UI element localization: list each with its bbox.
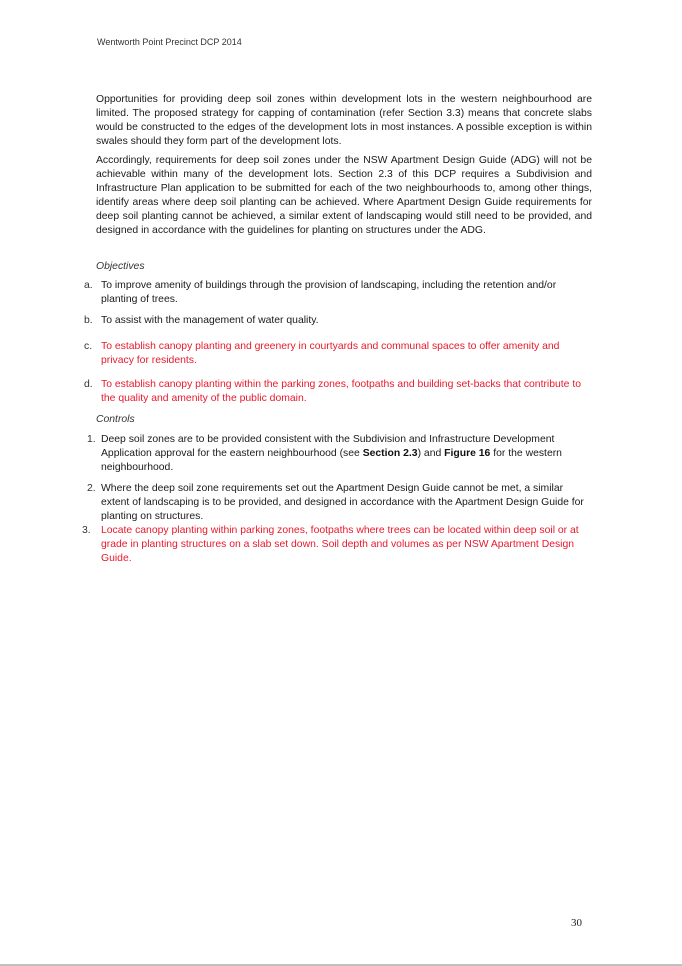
intro-paragraph-1: Opportunities for providing deep soil zones within development lots in the western neighbourhood are limited. The proposed strategy for capping of contamination (refer Section 3.3) means that concrete slabs would be constructed to the edges of the development lots in most instances. A possible exception is within swales should they form part of the development lots. <box>96 94 592 147</box>
figure-reference: Figure 16 <box>444 448 491 459</box>
control-text-highlighted: Locate canopy planting within parking zones, footpaths where trees can be located within deep soil or at grade in planting structures on a slab set down. Soil depth and volumes as per NSW Apartment Design Guide. <box>101 525 579 564</box>
control-text-part: ) and <box>417 448 445 459</box>
document-header: Wentworth Point Precinct DCP 2014 <box>97 37 242 47</box>
control-text: Where the deep soil zone requirements set out the Apartment Design Guide cannot be met, a similar extent of landscaping is to be provided, and designed in accordance with the Apartment Design Guide for planting on structures. <box>101 483 584 522</box>
control-text <box>101 434 562 473</box>
list-marker: 2. <box>87 483 96 494</box>
page-number: 30 <box>571 917 582 929</box>
section-reference: Section 2.3 <box>362 448 418 459</box>
list-marker: c. <box>84 341 93 352</box>
control-item-3 <box>79 524 592 566</box>
objective-text-highlighted: To establish canopy planting and greenery in courtyards and communal spaces to offer amenity and privacy for residents. <box>101 341 560 366</box>
intro-paragraph-2: Accordingly, requirements for deep soil zones under the NSW Apartment Design Guide (ADG) will not be achievable within many of the development lots. Section 2.3 of this DCP requires a Subdivision and Infrastructure Plan application to be submitted for each of the two neighbourhoods to, among other things, identify areas where deep soil planting can be achieved. Where Apartment Design Guide requirements for deep soil planting cannot be achieved, a similar extent of landscaping would still need to be provided, and designed in accordance with the guidelines for planting on structures under the ADG. <box>96 155 592 236</box>
objective-text-highlighted: To establish canopy planting within the parking zones, footpaths and building set-backs that contribute to the quality and amenity of the public domain. <box>101 379 582 404</box>
list-marker: 1. <box>87 434 96 445</box>
list-marker: 3. <box>82 525 91 536</box>
objective-item-d <box>84 378 592 406</box>
list-marker: b. <box>84 315 93 326</box>
objective-text: To improve amenity of buildings through the provision of landscaping, including the retention and/or planting of trees. <box>101 280 557 305</box>
control-item-2 <box>84 482 592 524</box>
control-item-1 <box>84 433 592 475</box>
objectives-heading: Objectives <box>96 261 145 272</box>
controls-heading: Controls <box>96 414 135 425</box>
control-text-part: for the western neighbourhood. <box>101 448 562 473</box>
objective-item-c <box>84 340 592 368</box>
list-marker: a. <box>84 280 93 291</box>
objective-text: To assist with the management of water quality. <box>101 315 319 326</box>
control-text-part: Deep soil zones are to be provided consistent with the Subdivision and Infrastructure Development Application approval for the eastern neighbourhood (see <box>101 434 555 459</box>
objective-item-a <box>84 279 592 307</box>
objective-item-b <box>84 314 592 328</box>
list-marker: d. <box>84 379 93 390</box>
document-body <box>82 93 592 573</box>
